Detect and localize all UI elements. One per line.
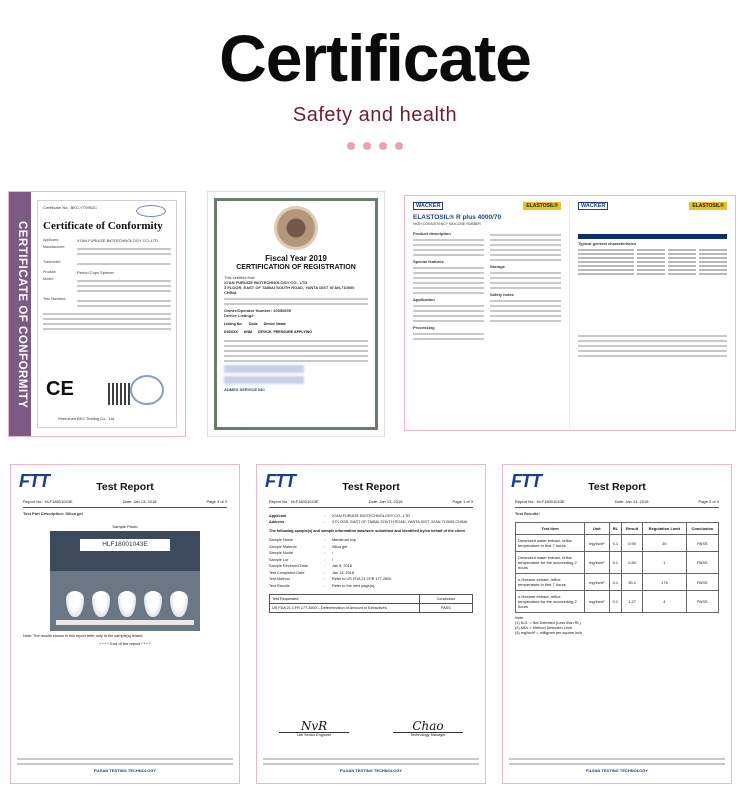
dot	[379, 142, 387, 150]
fiscal-year: Fiscal Year 2019	[265, 254, 327, 263]
certifies-text: This certifies that:	[224, 275, 256, 280]
product-title: ELASTOSIL® R plus 4000/70	[413, 214, 502, 221]
dot	[363, 142, 371, 150]
sample-field-row: Sample Material : Silica gel	[269, 544, 348, 549]
identified-note: The following sample(s) and sample information was/were submitted and identified by/on behalf of the client	[269, 529, 465, 533]
standard-row: Test Standard:	[43, 297, 171, 310]
photo-label: Sample Photo	[112, 524, 138, 529]
part-description: Test Part Description: Silica gel	[23, 511, 83, 516]
sample-field-row: Test Completed Date : Jan 13, 2018	[269, 570, 354, 575]
report-title: Test Report	[588, 481, 646, 493]
redacted-contact	[224, 376, 304, 384]
datasheet-page-2	[570, 196, 735, 430]
report-meta: Report No.: HLF18001043E Date: Jan 13, 2018 Page 2 of 3	[515, 499, 719, 504]
report-title: Test Report	[342, 481, 400, 493]
trademark-row: Trademark:	[43, 260, 171, 268]
product-row: Product: Period Cups Spinner	[43, 270, 114, 275]
properties-table-header	[578, 234, 727, 239]
menstrual-cup	[144, 591, 162, 617]
menstrual-cup	[66, 591, 84, 617]
wacker-logo: WACKER	[413, 202, 443, 210]
wacker-logo: WACKER	[578, 202, 608, 210]
applicant-row: Applicant : XI'AN FURUIZE BIOTECHNOLOGY CO., LTD	[269, 513, 411, 518]
bkc-logo-icon	[136, 205, 166, 217]
signatures	[279, 719, 463, 737]
cert-number: Certificate No.: BKC-YT0902C	[43, 205, 98, 210]
section-heading: Product description	[413, 231, 451, 236]
stamp-icon	[130, 375, 164, 405]
device-table-row: D30XXX KNM DEVICE, PRESSURE APPLYING	[224, 330, 313, 334]
page-subtitle: Safety and health	[292, 104, 458, 126]
sample-field-row: Sample Received Date : Jan 5, 2018	[269, 564, 352, 568]
table-row: Deionized water extract, reflux temperature in first 7 hours mg/inch² 0.1 0.90 20 PASS	[516, 535, 719, 552]
owner-number: Owner/Operator Number: 10050895	[224, 308, 291, 313]
properties-table	[578, 249, 727, 275]
sample-field-row: Test Results : Refer to the next page(s).	[269, 583, 376, 588]
end-of-report: * * * * End of the report * * * *	[99, 641, 151, 646]
device-table-head: Listing No. Code Device Name	[224, 322, 286, 326]
ftt-logo: FTT	[511, 471, 541, 491]
cert-footer: Shenzhen BKC Testing Co., Ltd.	[58, 416, 116, 421]
table-notes: Note: (1) N.D. = Not Detected (Less than RL) (2) MDL = Method Detection Limit (3) mg/inch² = milligram per square inch	[515, 616, 582, 635]
device-listing-label: Device Listing#:	[224, 313, 255, 318]
redacted-contact	[224, 365, 304, 373]
report-meta: Report No.: HLF18001043E Date: Jan 13, 2018 Page 3 of 3	[23, 499, 227, 504]
results-label: Test Results:	[515, 511, 540, 516]
menstrual-cup	[118, 591, 136, 617]
page-title: Certificate	[219, 21, 531, 95]
section-heading: Processing	[413, 325, 435, 330]
results-table	[515, 522, 719, 613]
datasheet-page-1	[405, 196, 570, 430]
table-row: n-Hexane extract, reflux temperature for the succeeding 2 hours mg/inch² 0.1 1.27 4 PASS	[516, 591, 719, 613]
ruler	[56, 620, 194, 625]
manufacturer-row: Manufacturer:	[43, 245, 171, 258]
sample-field-row: Test Method : Refer to US FDA 21 CFR 177.2600	[269, 577, 392, 581]
section-heading: Safety notes	[490, 292, 514, 297]
signature-engineer: NvR Lab Senior Engineer	[279, 719, 349, 737]
company-address: 3 FLOOR, EAST OF TAIBAI SOUTH ROAD, YANTA DIST XI'AN,710000 CHINA	[224, 285, 355, 295]
side-band-text: CERTIFICATE OF CONFORMITY	[16, 221, 28, 409]
elastosil-tag: ELASTOSIL®	[689, 202, 727, 210]
menstrual-cup	[92, 591, 110, 617]
dot	[395, 142, 403, 150]
footer-lab: FUJIAN TESTING TECHNOLOGY	[585, 768, 649, 773]
dot	[347, 142, 355, 150]
signature-manager: Chao Technology Manager	[393, 719, 463, 737]
cert-heading: Certificate of Conformity	[43, 220, 163, 232]
sample-field-row: Sample Name : Menstrual cup	[269, 538, 356, 542]
test-report-page-2[interactable]	[502, 464, 732, 784]
elastosil-tag: ELASTOSIL®	[523, 202, 561, 210]
menstrual-cup	[170, 591, 188, 617]
results-header-row: Test Item Unit RL Result Regulation Limit Conclusion	[516, 523, 719, 535]
product-subtitle: HIGH CONSISTENCY SILICONE RUBBER	[413, 222, 481, 226]
report-meta: Report No.: HLF18001043E Date: Jan 13, 2018 Page 1 of 3	[269, 499, 473, 504]
footer-lab: FUJIAN TESTING TECHNOLOGY	[339, 768, 403, 773]
seal-icon	[274, 206, 318, 250]
ftt-logo: FTT	[265, 471, 295, 491]
model-row: Model:	[43, 277, 171, 295]
section-heading: Special features	[413, 259, 444, 264]
table-row: Deionized water extract, reflux temperature for the succeeding 2 hours mg/inch² 0.1 0.80 1 PASS	[516, 552, 719, 574]
ftt-logo: FTT	[19, 471, 49, 491]
footer-lab: FUJIAN TESTING TECHNOLOGY	[93, 768, 157, 773]
applicant-row: Applicant: XI'AN FURUIZE BIOTECHNOLOGY CO.,LTD.	[43, 238, 160, 243]
test-report-page-1[interactable]	[256, 464, 486, 784]
material-datasheet-card[interactable]	[404, 195, 736, 431]
sample-id-tag: HLF18001043E	[80, 539, 170, 551]
properties-heading: Typical general characteristics	[578, 241, 637, 246]
fda-registration-card[interactable]	[207, 191, 385, 437]
sample-field-row: Sample Lot : /	[269, 557, 334, 562]
report-note: Note: The results shown in this report refer only to the sample(s) tested.	[23, 634, 144, 638]
certificate-body	[37, 200, 177, 428]
qr-code-icon	[108, 383, 130, 405]
section-heading: Application	[413, 297, 435, 302]
address-row: Address : 3 FLOOR, EAST OF TAIBAI SOUTH ROAD, YANTA DIST. XI'AN 710000 CHINA	[269, 520, 468, 524]
registration-body	[218, 202, 374, 426]
section-heading: Storage	[490, 264, 505, 269]
report-title: Test Report	[96, 481, 154, 493]
requested-table: Test Requested Conclusion US FDA 21 CFR 177.2600 – Determination of Amount of Extractives PASS	[269, 594, 473, 613]
agent-name: ADMEX SERVICE INC	[224, 387, 266, 392]
sample-field-row: Sample Model : /	[269, 551, 334, 555]
registration-heading: CERTIFICATION OF REGISTRATION	[236, 264, 356, 271]
ce-mark: CE	[46, 378, 74, 400]
company-name: XI'AN FURUIZE BIOTECHNOLOGY CO., LTD	[224, 280, 308, 285]
sample-photo	[50, 531, 200, 631]
table-row: n-Hexane extract, reflux temperature in first 7 hours mg/inch² 0.1 30.1 175 PASS	[516, 574, 719, 591]
decorative-dots	[0, 142, 750, 150]
test-report-page-3[interactable]	[10, 464, 240, 784]
ce-certificate-card[interactable]	[8, 191, 186, 437]
